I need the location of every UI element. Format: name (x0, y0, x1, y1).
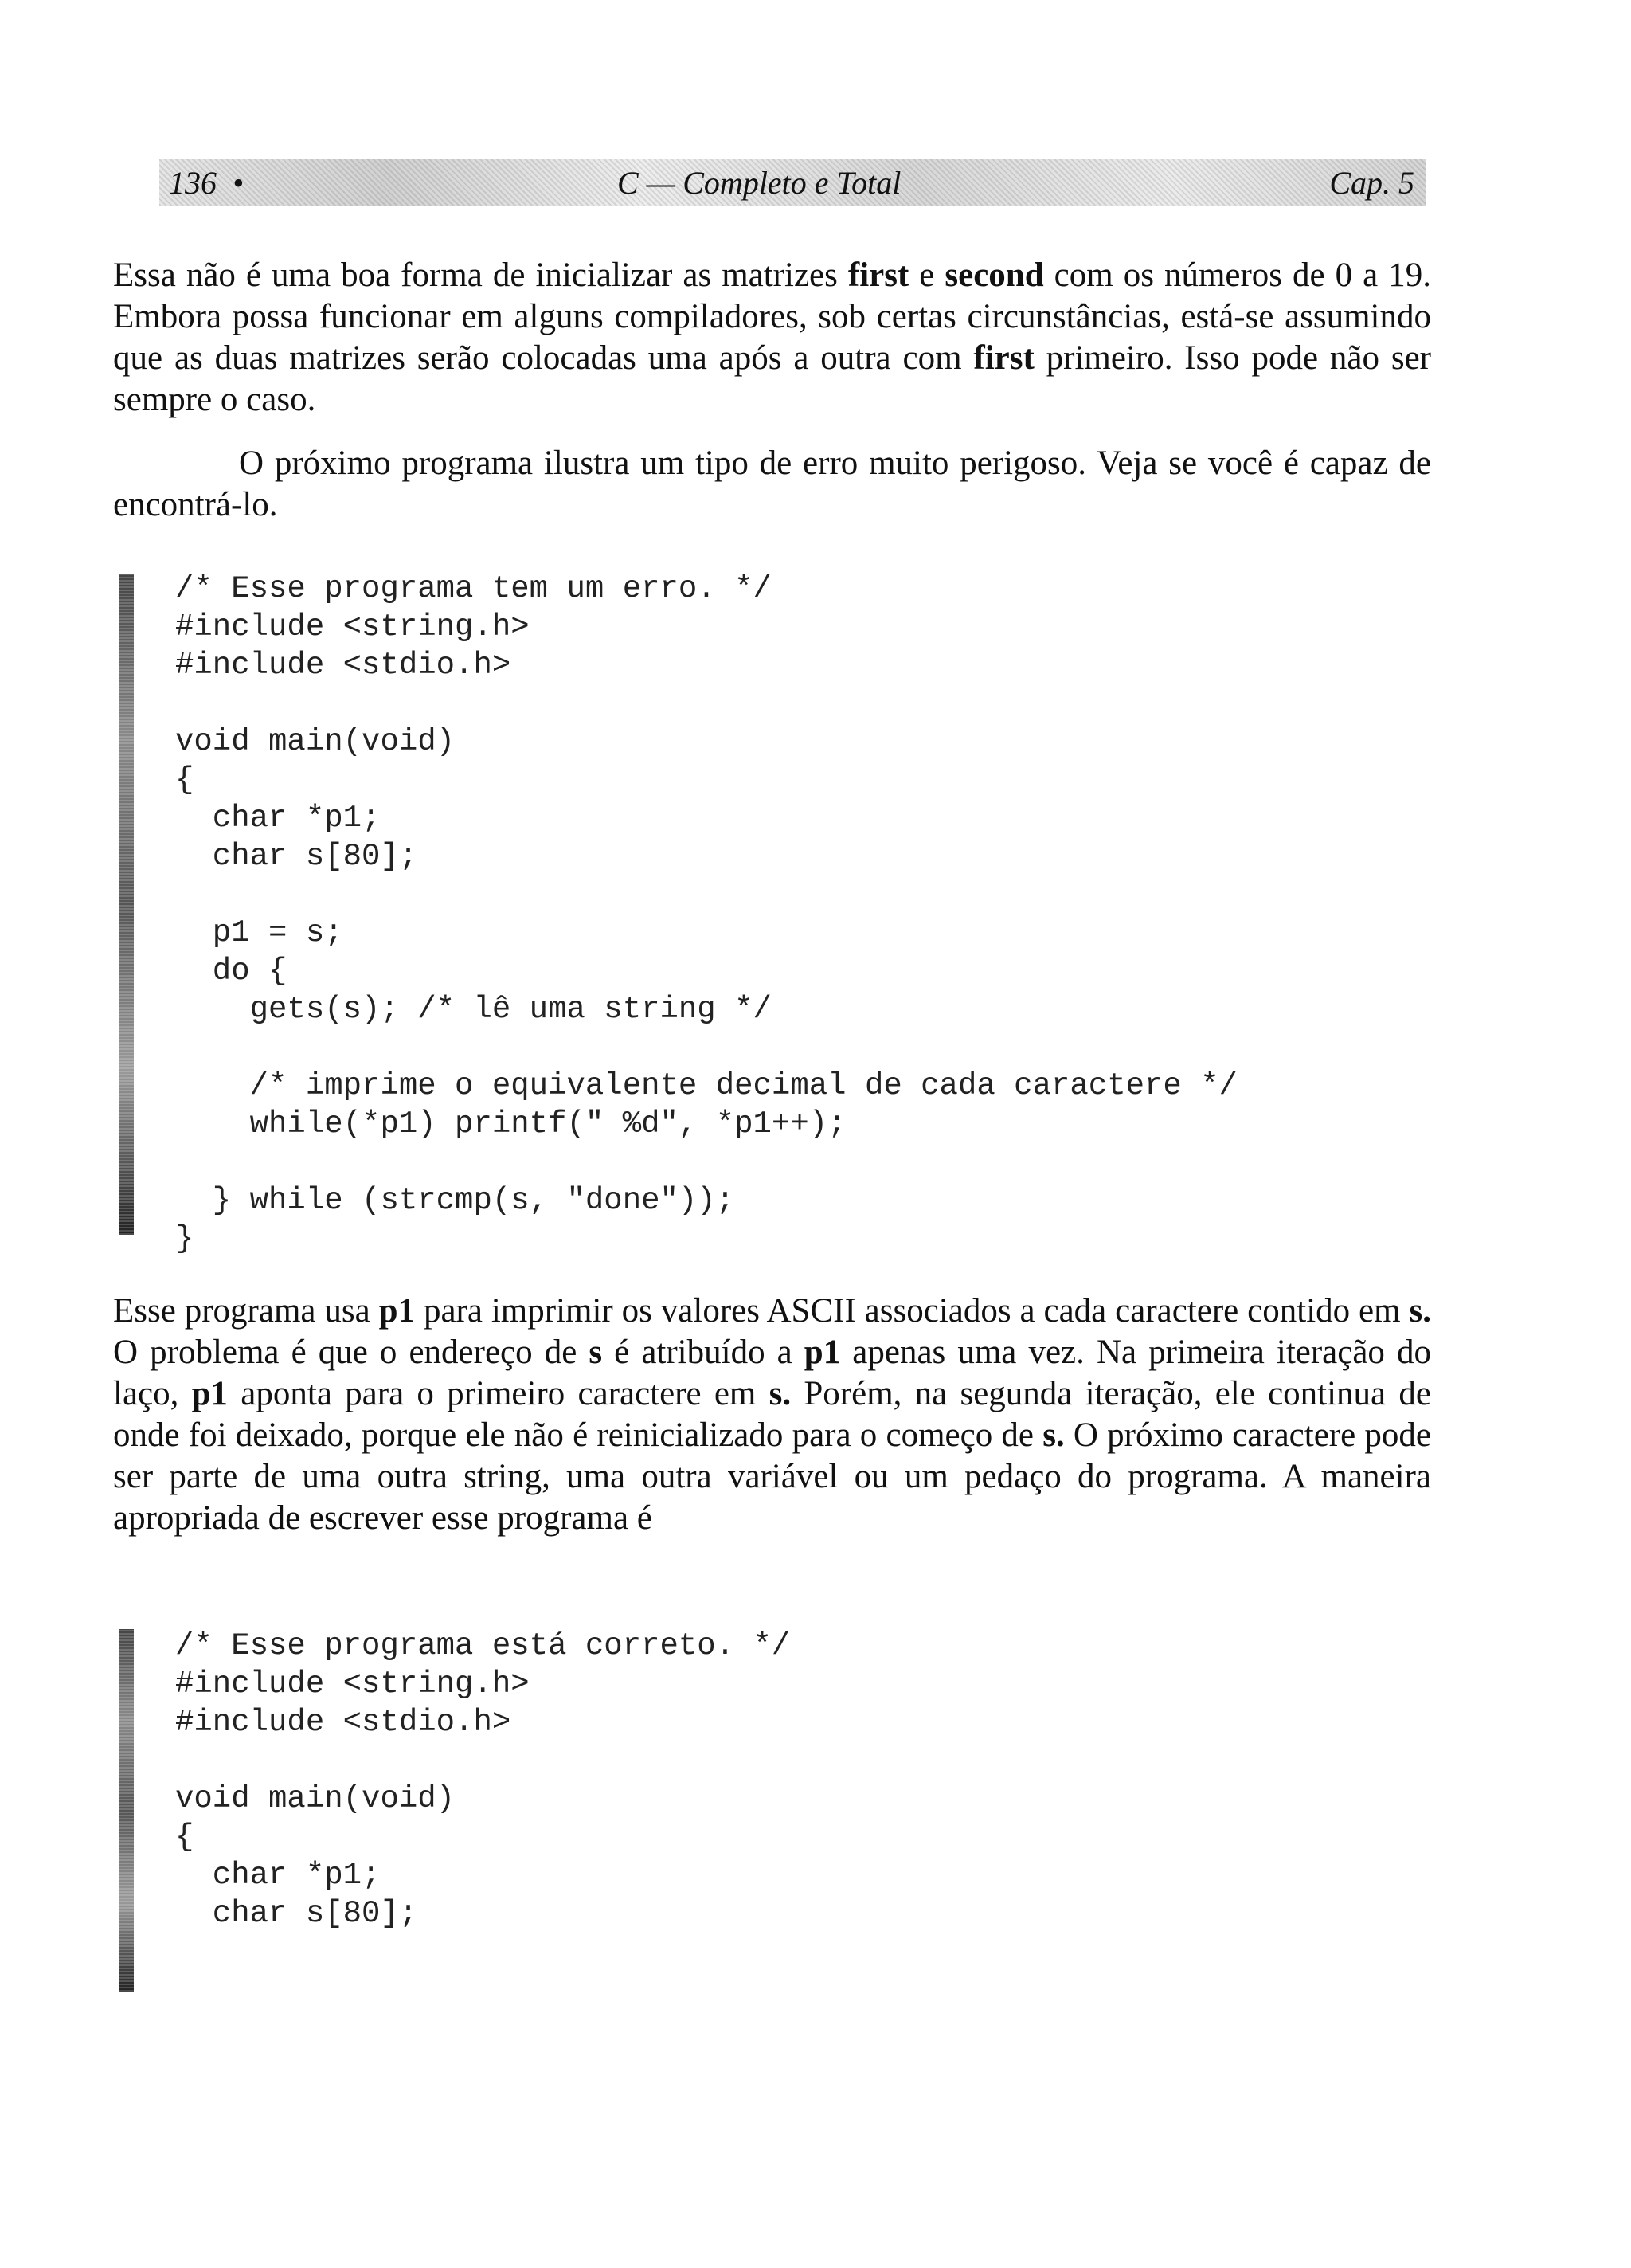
bold-term: s. (1042, 1416, 1065, 1454)
text-run: Esse programa usa (113, 1292, 379, 1330)
text-run: com os números de 0 a 19. Embora possa funcionar em alguns compiladores, sob certas circunstâncias, está-se assumindo que as duas matrizes serão colocadas uma após a outra com (113, 257, 1432, 377)
code-listing-correct: /* Esse programa está correto. */ #include <string.h> #include <stdio.h> void main(void) { char *p1; char s[80]; (175, 1628, 791, 1931)
bold-term: s. (769, 1375, 792, 1412)
code-listing-buggy: /* Esse programa tem um erro. */ #include <string.h> #include <stdio.h> void main(void) { char *p1; char s[80]; p1 = s; do { gets(s); /* lê uma string */ /* imprime o equivalente decimal de cada caractere */ while(*p1) printf(" %d", *p1++); } while (strcmp(s, "done")); } (175, 571, 1238, 1256)
text-run: O problema é que o endereço de (113, 1334, 589, 1371)
text-run: e (909, 257, 945, 294)
bold-term: s (589, 1334, 603, 1371)
code-margin-bar-2 (119, 1629, 134, 1992)
bold-term: first (973, 339, 1035, 377)
bold-term: p1 (804, 1334, 841, 1371)
chapter-label: Cap. 5 (1329, 165, 1414, 201)
text-run: para imprimir os valores ASCII associados a cada caractere contido em (415, 1292, 1410, 1330)
code-margin-bar (119, 574, 134, 1235)
header-separator: • (233, 165, 244, 201)
bold-term: s. (1409, 1292, 1431, 1330)
text-run: aponta para o primeiro caractere em (228, 1375, 769, 1412)
page-number: 136 (169, 165, 217, 201)
paragraph-next-program (113, 443, 1431, 526)
running-header (159, 159, 1426, 206)
bold-term: p1 (378, 1292, 416, 1330)
bold-term: second (945, 257, 1044, 294)
paragraph-explanation (113, 1291, 1431, 1539)
text-run: O próximo programa ilustra um tipo de erro muito perigoso. Veja se você é capaz de encontrá-lo. (113, 445, 1431, 523)
text-run: O próximo caractere pode ser parte de uma outra string, uma outra variável ou um pedaço do programa. A maneira apropriada de escrever esse programa é (113, 1416, 1432, 1537)
text-run: primeiro. Isso pode não ser sempre o caso. (113, 339, 1431, 418)
text-run: apenas uma vez. Na primeira iteração do laço, (113, 1334, 1431, 1412)
text-run: é atribuído a (602, 1334, 804, 1371)
text-run: Essa não é uma boa forma de inicializar as matrizes (113, 257, 848, 294)
paragraph-intro (113, 255, 1431, 421)
book-title: C — Completo e Total (617, 165, 902, 201)
bold-term: first (847, 257, 909, 294)
text-run: Porém, na segunda iteração, ele continua de onde foi deixado, porque ele não é reinicializado para o começo de (113, 1375, 1431, 1454)
bold-term: p1 (191, 1375, 229, 1412)
